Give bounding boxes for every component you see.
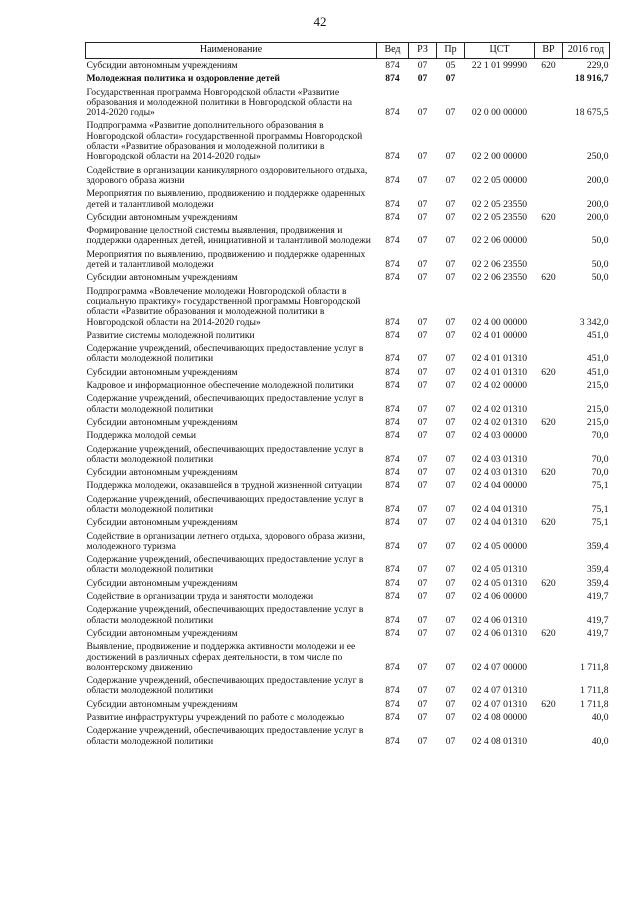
cell-ved: 874: [385, 564, 400, 576]
cell-amount: 1 711,8: [580, 685, 609, 697]
cell-vr: [535, 493, 563, 517]
cell-vr: 620: [541, 272, 556, 284]
table-row: [86, 516, 610, 529]
cell-ved: 874: [385, 353, 400, 365]
cell-cst: 02 2 00 00000: [471, 151, 528, 163]
cell-pr: 07: [445, 329, 456, 341]
table-row: [86, 119, 610, 163]
cell-cst: 02 4 03 01310: [471, 453, 528, 465]
cell-ved: 874: [385, 73, 400, 85]
table-row: [86, 479, 610, 492]
cell-amount: 70,0: [591, 430, 609, 442]
cell-cst: 02 2 06 00000: [471, 235, 528, 247]
cell-ved: 874: [385, 211, 400, 223]
cell-name: Поддержка молодежи, оказавшейся в трудной жизненной ситуации: [86, 480, 363, 492]
table-row: [86, 224, 610, 248]
cell-rz: 07: [417, 73, 428, 85]
cell-pr: 07: [445, 735, 456, 747]
cell-ved: 874: [385, 467, 400, 479]
header-vr: ВР: [535, 43, 563, 59]
cell-amount: 75,1: [591, 517, 609, 529]
cell-cst: 02 4 06 01310: [471, 627, 528, 639]
cell-amount: 200,0: [586, 211, 609, 223]
cell-pr: 07: [445, 467, 456, 479]
cell-name: Формирование целостной системы выявления, продвижения и поддержки одаренных детей, инициативной и талантливой молодежи: [86, 225, 371, 247]
table-row: [86, 379, 610, 392]
header-year: 2016 год: [563, 43, 610, 59]
cell-cst: 02 4 05 00000: [471, 540, 528, 552]
cell-ved: 874: [385, 577, 400, 589]
cell-amount: 359,4: [586, 540, 609, 552]
cell-pr: 07: [445, 73, 456, 85]
cell-pr: 07: [445, 614, 456, 626]
table-row: [86, 553, 610, 577]
cell-name: Молодежная политика и оздоровление детей: [86, 73, 280, 85]
cell-ved: 874: [385, 591, 400, 603]
cell-pr: 07: [445, 416, 456, 428]
table-row: [86, 674, 610, 698]
cell-vr: [535, 86, 563, 120]
cell-amount: 70,0: [591, 467, 609, 479]
cell-rz: 07: [417, 503, 428, 515]
cell-name: Субсидии автономным учреждениям: [86, 272, 238, 284]
cell-vr: [535, 479, 563, 492]
cell-ved: 874: [385, 453, 400, 465]
cell-ved: 874: [385, 698, 400, 710]
cell-cst: 02 4 04 00000: [471, 480, 528, 492]
cell-rz: 07: [417, 353, 428, 365]
cell-vr: [535, 443, 563, 467]
table-row: [86, 443, 610, 467]
cell-ved: 874: [385, 272, 400, 284]
cell-vr: [535, 603, 563, 627]
cell-vr: [535, 187, 563, 211]
table-row: [86, 86, 610, 120]
cell-cst: 02 2 06 23550: [471, 259, 528, 271]
cell-pr: 07: [445, 403, 456, 415]
table-row: [86, 271, 610, 284]
cell-pr: 07: [445, 107, 456, 119]
cell-cst: 02 4 04 01310: [471, 503, 528, 515]
table-row: [86, 285, 610, 329]
cell-name: Субсидии автономным учреждениям: [86, 627, 238, 639]
cell-cst: 02 4 02 00000: [471, 380, 528, 392]
cell-amount: 451,0: [586, 353, 609, 365]
cell-cst: 02 4 06 00000: [471, 591, 528, 603]
cell-vr: [535, 640, 563, 674]
cell-vr: [535, 72, 563, 85]
cell-amount: 359,4: [586, 577, 609, 589]
cell-name: Субсидии автономным учреждениям: [86, 577, 238, 589]
cell-name: Мероприятия по выявлению, продвижению и поддержке одаренных детей и талантливой молодежи: [86, 188, 366, 210]
cell-amount: 40,0: [591, 735, 609, 747]
cell-vr: 620: [541, 416, 556, 428]
cell-vr: [535, 285, 563, 329]
cell-name: Развитие инфраструктуры учреждений по работе с молодежью: [86, 712, 345, 724]
cell-cst: 02 4 05 01310: [471, 564, 528, 576]
cell-rz: 07: [417, 591, 428, 603]
cell-name: Субсидии автономным учреждениям: [86, 60, 238, 71]
table-row: [86, 187, 610, 211]
cell-amount: 451,0: [586, 329, 609, 341]
cell-vr: 620: [541, 627, 556, 639]
cell-name: Содержание учреждений, обеспечивающих предоставление услуг в области молодежной политики: [86, 393, 364, 415]
cell-name: Содержание учреждений, обеспечивающих предоставление услуг в области молодежной политики: [86, 725, 364, 747]
cell-cst: 22 1 01 99990: [471, 60, 528, 71]
cell-vr: [535, 224, 563, 248]
cell-name: Содержание учреждений, обеспечивающих предоставление услуг в области молодежной политики: [86, 604, 364, 626]
cell-name: Субсидии автономным учреждениям: [86, 698, 238, 710]
cell-amount: 200,0: [586, 174, 609, 186]
cell-amount: 40,0: [591, 712, 609, 724]
cell-rz: 07: [417, 235, 428, 247]
cell-amount: 229,0: [586, 60, 609, 71]
cell-rz: 07: [417, 712, 428, 724]
cell-cst: 02 4 03 00000: [471, 430, 528, 442]
cell-cst: 02 4 08 00000: [471, 712, 528, 724]
cell-rz: 07: [417, 698, 428, 710]
cell-cst: 02 4 06 01310: [471, 614, 528, 626]
cell-vr: 620: [541, 698, 556, 710]
cell-rz: 07: [417, 211, 428, 223]
cell-vr: [535, 530, 563, 554]
cell-pr: 05: [445, 60, 456, 71]
cell-vr: 620: [541, 577, 556, 589]
cell-rz: 07: [417, 107, 428, 119]
cell-amount: 18 675,5: [574, 107, 609, 119]
cell-name: Подпрограмма «Развитие дополнительного образования в Новгородской области» государственной программы Новгородской области «Развитие образования и молодежной политики в Новгородской области на 2014-2020 годы»: [86, 120, 363, 163]
cell-pr: 07: [445, 712, 456, 724]
cell-pr: 07: [445, 235, 456, 247]
cell-cst: 02 4 03 01310: [471, 467, 528, 479]
cell-ved: 874: [385, 235, 400, 247]
cell-name: Субсидии автономным учреждениям: [86, 211, 238, 223]
cell-cst: 02 2 06 23550: [471, 272, 528, 284]
cell-pr: 07: [445, 272, 456, 284]
header-rz: РЗ: [409, 43, 437, 59]
cell-name: Содействие в организации летнего отдыха, здорового образа жизни, молодежного туризма: [86, 530, 366, 552]
cell-vr: [535, 674, 563, 698]
table-row: [86, 248, 610, 272]
cell-cst: 02 4 01 01310: [471, 353, 528, 365]
cell-name: Кадровое и информационное обеспечение молодежной политики: [86, 380, 354, 392]
table-row: [86, 72, 610, 85]
cell-vr: 620: [541, 60, 556, 71]
cell-vr: [535, 429, 563, 442]
cell-amount: 215,0: [586, 403, 609, 415]
header-ved: Вед: [377, 43, 409, 59]
budget-table: [85, 42, 610, 748]
cell-cst: 02 4 01 00000: [471, 329, 528, 341]
cell-vr: 620: [541, 211, 556, 223]
cell-cst: 02 4 01 01310: [471, 366, 528, 378]
cell-pr: 07: [445, 430, 456, 442]
cell-ved: 874: [385, 107, 400, 119]
cell-amount: 1 711,8: [580, 698, 609, 710]
table-row: [86, 530, 610, 554]
cell-vr: 620: [541, 467, 556, 479]
cell-name: Субсидии автономным учреждениям: [86, 416, 238, 428]
header-cst: ЦСТ: [465, 43, 535, 59]
cell-rz: 07: [417, 661, 428, 673]
cell-pr: 07: [445, 453, 456, 465]
cell-vr: [535, 248, 563, 272]
cell-ved: 874: [385, 329, 400, 341]
cell-cst: 02 4 00 00000: [471, 316, 528, 328]
cell-pr: 07: [445, 685, 456, 697]
cell-pr: 07: [445, 353, 456, 365]
cell-rz: 07: [417, 380, 428, 392]
cell-ved: 874: [385, 627, 400, 639]
cell-vr: [535, 379, 563, 392]
cell-rz: 07: [417, 316, 428, 328]
table-row: [86, 366, 610, 379]
cell-rz: 07: [417, 685, 428, 697]
cell-name: Развитие системы молодежной политики: [86, 329, 255, 341]
cell-ved: 874: [385, 614, 400, 626]
cell-ved: 874: [385, 685, 400, 697]
cell-pr: 07: [445, 380, 456, 392]
header-name: Наименование: [86, 43, 377, 59]
cell-rz: 07: [417, 60, 428, 71]
table-row: [86, 429, 610, 442]
cell-ved: 874: [385, 366, 400, 378]
cell-amount: 419,7: [586, 591, 609, 603]
table-row: [86, 590, 610, 603]
cell-vr: [535, 392, 563, 416]
cell-rz: 07: [417, 329, 428, 341]
cell-cst: 02 4 02 01310: [471, 416, 528, 428]
cell-cst: 02 4 05 01310: [471, 577, 528, 589]
cell-ved: 874: [385, 517, 400, 529]
cell-name: Содействие в организации труда и занятости молодежи: [86, 591, 314, 603]
cell-amount: 50,0: [591, 235, 609, 247]
cell-vr: [535, 119, 563, 163]
table-row: [86, 493, 610, 517]
cell-name: Содержание учреждений, обеспечивающих предоставление услуг в области молодежной политики: [86, 493, 364, 515]
cell-cst: 02 4 08 01310: [471, 735, 528, 747]
table-row: [86, 724, 610, 748]
cell-pr: 07: [445, 540, 456, 552]
cell-pr: 07: [445, 503, 456, 515]
cell-pr: 07: [445, 174, 456, 186]
cell-vr: [535, 590, 563, 603]
cell-rz: 07: [417, 453, 428, 465]
cell-ved: 874: [385, 416, 400, 428]
cell-rz: 07: [417, 540, 428, 552]
cell-name: Субсидии автономным учреждениям: [86, 517, 238, 529]
table-row: [86, 211, 610, 224]
cell-ved: 874: [385, 661, 400, 673]
cell-rz: 07: [417, 403, 428, 415]
cell-rz: 07: [417, 198, 428, 210]
cell-pr: 07: [445, 211, 456, 223]
cell-pr: 07: [445, 316, 456, 328]
cell-amount: 18 916,7: [574, 73, 609, 85]
cell-amount: 3 342,0: [579, 316, 609, 328]
cell-cst: 02 2 05 00000: [471, 174, 528, 186]
cell-amount: 50,0: [591, 259, 609, 271]
cell-pr: 07: [445, 698, 456, 710]
cell-vr: 620: [541, 517, 556, 529]
cell-rz: 07: [417, 259, 428, 271]
cell-ved: 874: [385, 540, 400, 552]
cell-vr: 620: [541, 366, 556, 378]
cell-amount: 359,4: [586, 564, 609, 576]
table-row: [86, 577, 610, 590]
cell-vr: [535, 329, 563, 342]
cell-amount: 250,0: [586, 151, 609, 163]
cell-amount: 200,0: [586, 198, 609, 210]
table-row: [86, 698, 610, 711]
cell-ved: 874: [385, 735, 400, 747]
cell-rz: 07: [417, 517, 428, 529]
cell-vr: [535, 724, 563, 748]
cell-ved: 874: [385, 151, 400, 163]
cell-rz: 07: [417, 735, 428, 747]
cell-vr: [535, 342, 563, 366]
cell-name: Субсидии автономным учреждениям: [86, 467, 238, 479]
cell-name: Содержание учреждений, обеспечивающих предоставление услуг в области молодежной политики: [86, 343, 364, 365]
table-row: [86, 329, 610, 342]
cell-name: Содействие в организации каникулярного оздоровительного отдыха, здорового образа жизни: [86, 164, 368, 186]
cell-cst: 02 4 07 01310: [471, 685, 528, 697]
cell-pr: 07: [445, 564, 456, 576]
cell-ved: 874: [385, 259, 400, 271]
table-row: [86, 640, 610, 674]
cell-amount: 419,7: [586, 627, 609, 639]
cell-pr: 07: [445, 151, 456, 163]
cell-cst: 02 2 05 23550: [471, 198, 528, 210]
cell-name: Мероприятия по выявлению, продвижению и поддержке одаренных детей и талантливой молодежи: [86, 248, 366, 271]
cell-amount: 215,0: [586, 416, 609, 428]
cell-pr: 07: [445, 366, 456, 378]
cell-cst: 02 4 07 00000: [471, 661, 528, 673]
cell-rz: 07: [417, 430, 428, 442]
cell-amount: 50,0: [591, 272, 609, 284]
cell-name: Выявление, продвижение и поддержка активности молодежи и ее достижений в различных сферах деятельности, в том числе по волонтерскому движению: [86, 641, 356, 673]
cell-name: Подпрограмма «Вовлечение молодежи Новгородской области в социальную практику» государственной программы Новгородской области «Развитие образования и молодежной политики в Новгородской области на 2014-2020 годы»: [86, 285, 361, 328]
cell-rz: 07: [417, 480, 428, 492]
cell-cst: 02 4 02 01310: [471, 403, 528, 415]
cell-ved: 874: [385, 174, 400, 186]
cell-rz: 07: [417, 627, 428, 639]
cell-pr: 07: [445, 198, 456, 210]
cell-rz: 07: [417, 467, 428, 479]
cell-rz: 07: [417, 564, 428, 576]
cell-rz: 07: [417, 577, 428, 589]
cell-pr: 07: [445, 480, 456, 492]
cell-pr: 07: [445, 661, 456, 673]
cell-amount: 215,0: [586, 380, 609, 392]
cell-cst: 02 4 04 01310: [471, 517, 528, 529]
cell-rz: 07: [417, 151, 428, 163]
cell-amount: 451,0: [586, 366, 609, 378]
cell-vr: [535, 711, 563, 724]
cell-rz: 07: [417, 614, 428, 626]
cell-ved: 874: [385, 198, 400, 210]
table-row: [86, 342, 610, 366]
table-row: [86, 603, 610, 627]
cell-ved: 874: [385, 380, 400, 392]
table-row: [86, 711, 610, 724]
cell-ved: 874: [385, 712, 400, 724]
table-row: [86, 59, 610, 73]
cell-rz: 07: [417, 272, 428, 284]
page-number: 42: [313, 14, 327, 29]
cell-amount: 75,1: [591, 503, 609, 515]
cell-name: Содержание учреждений, обеспечивающих предоставление услуг в области молодежной политики: [86, 675, 364, 697]
cell-amount: 1 711,8: [580, 661, 609, 673]
table-row: [86, 164, 610, 188]
cell-pr: 07: [445, 577, 456, 589]
table-row: [86, 466, 610, 479]
cell-name: Содержание учреждений, обеспечивающих предоставление услуг в области молодежной политики: [86, 443, 364, 465]
header-pr: Пр: [437, 43, 465, 59]
table-row: [86, 392, 610, 416]
cell-cst: [465, 72, 535, 85]
cell-cst: 02 4 07 01310: [471, 698, 528, 710]
cell-rz: 07: [417, 366, 428, 378]
table-header-row: [86, 43, 610, 59]
cell-pr: 07: [445, 627, 456, 639]
cell-rz: 07: [417, 174, 428, 186]
cell-cst: 02 2 05 23550: [471, 211, 528, 223]
cell-name: Содержание учреждений, обеспечивающих предоставление услуг в области молодежной политики: [86, 554, 364, 576]
cell-ved: 874: [385, 430, 400, 442]
cell-ved: 874: [385, 503, 400, 515]
cell-name: Государственная программа Новгородской области «Развитие образования и молодежной политики в Новгородской области на 2014-2020 годы»: [86, 86, 353, 119]
cell-vr: [535, 553, 563, 577]
table-row: [86, 627, 610, 640]
cell-name: Поддержка молодой семьи: [86, 430, 197, 442]
cell-vr: [535, 164, 563, 188]
cell-ved: 874: [385, 403, 400, 415]
cell-amount: 70,0: [591, 453, 609, 465]
cell-pr: 07: [445, 517, 456, 529]
cell-pr: 07: [445, 591, 456, 603]
cell-ved: 874: [385, 60, 400, 71]
table-row: [86, 416, 610, 429]
cell-ved: 874: [385, 316, 400, 328]
cell-amount: 419,7: [586, 614, 609, 626]
cell-rz: 07: [417, 416, 428, 428]
cell-name: Субсидии автономным учреждениям: [86, 366, 238, 378]
cell-ved: 874: [385, 480, 400, 492]
cell-cst: 02 0 00 00000: [471, 107, 528, 119]
cell-pr: 07: [445, 259, 456, 271]
cell-amount: 75,1: [591, 480, 609, 492]
